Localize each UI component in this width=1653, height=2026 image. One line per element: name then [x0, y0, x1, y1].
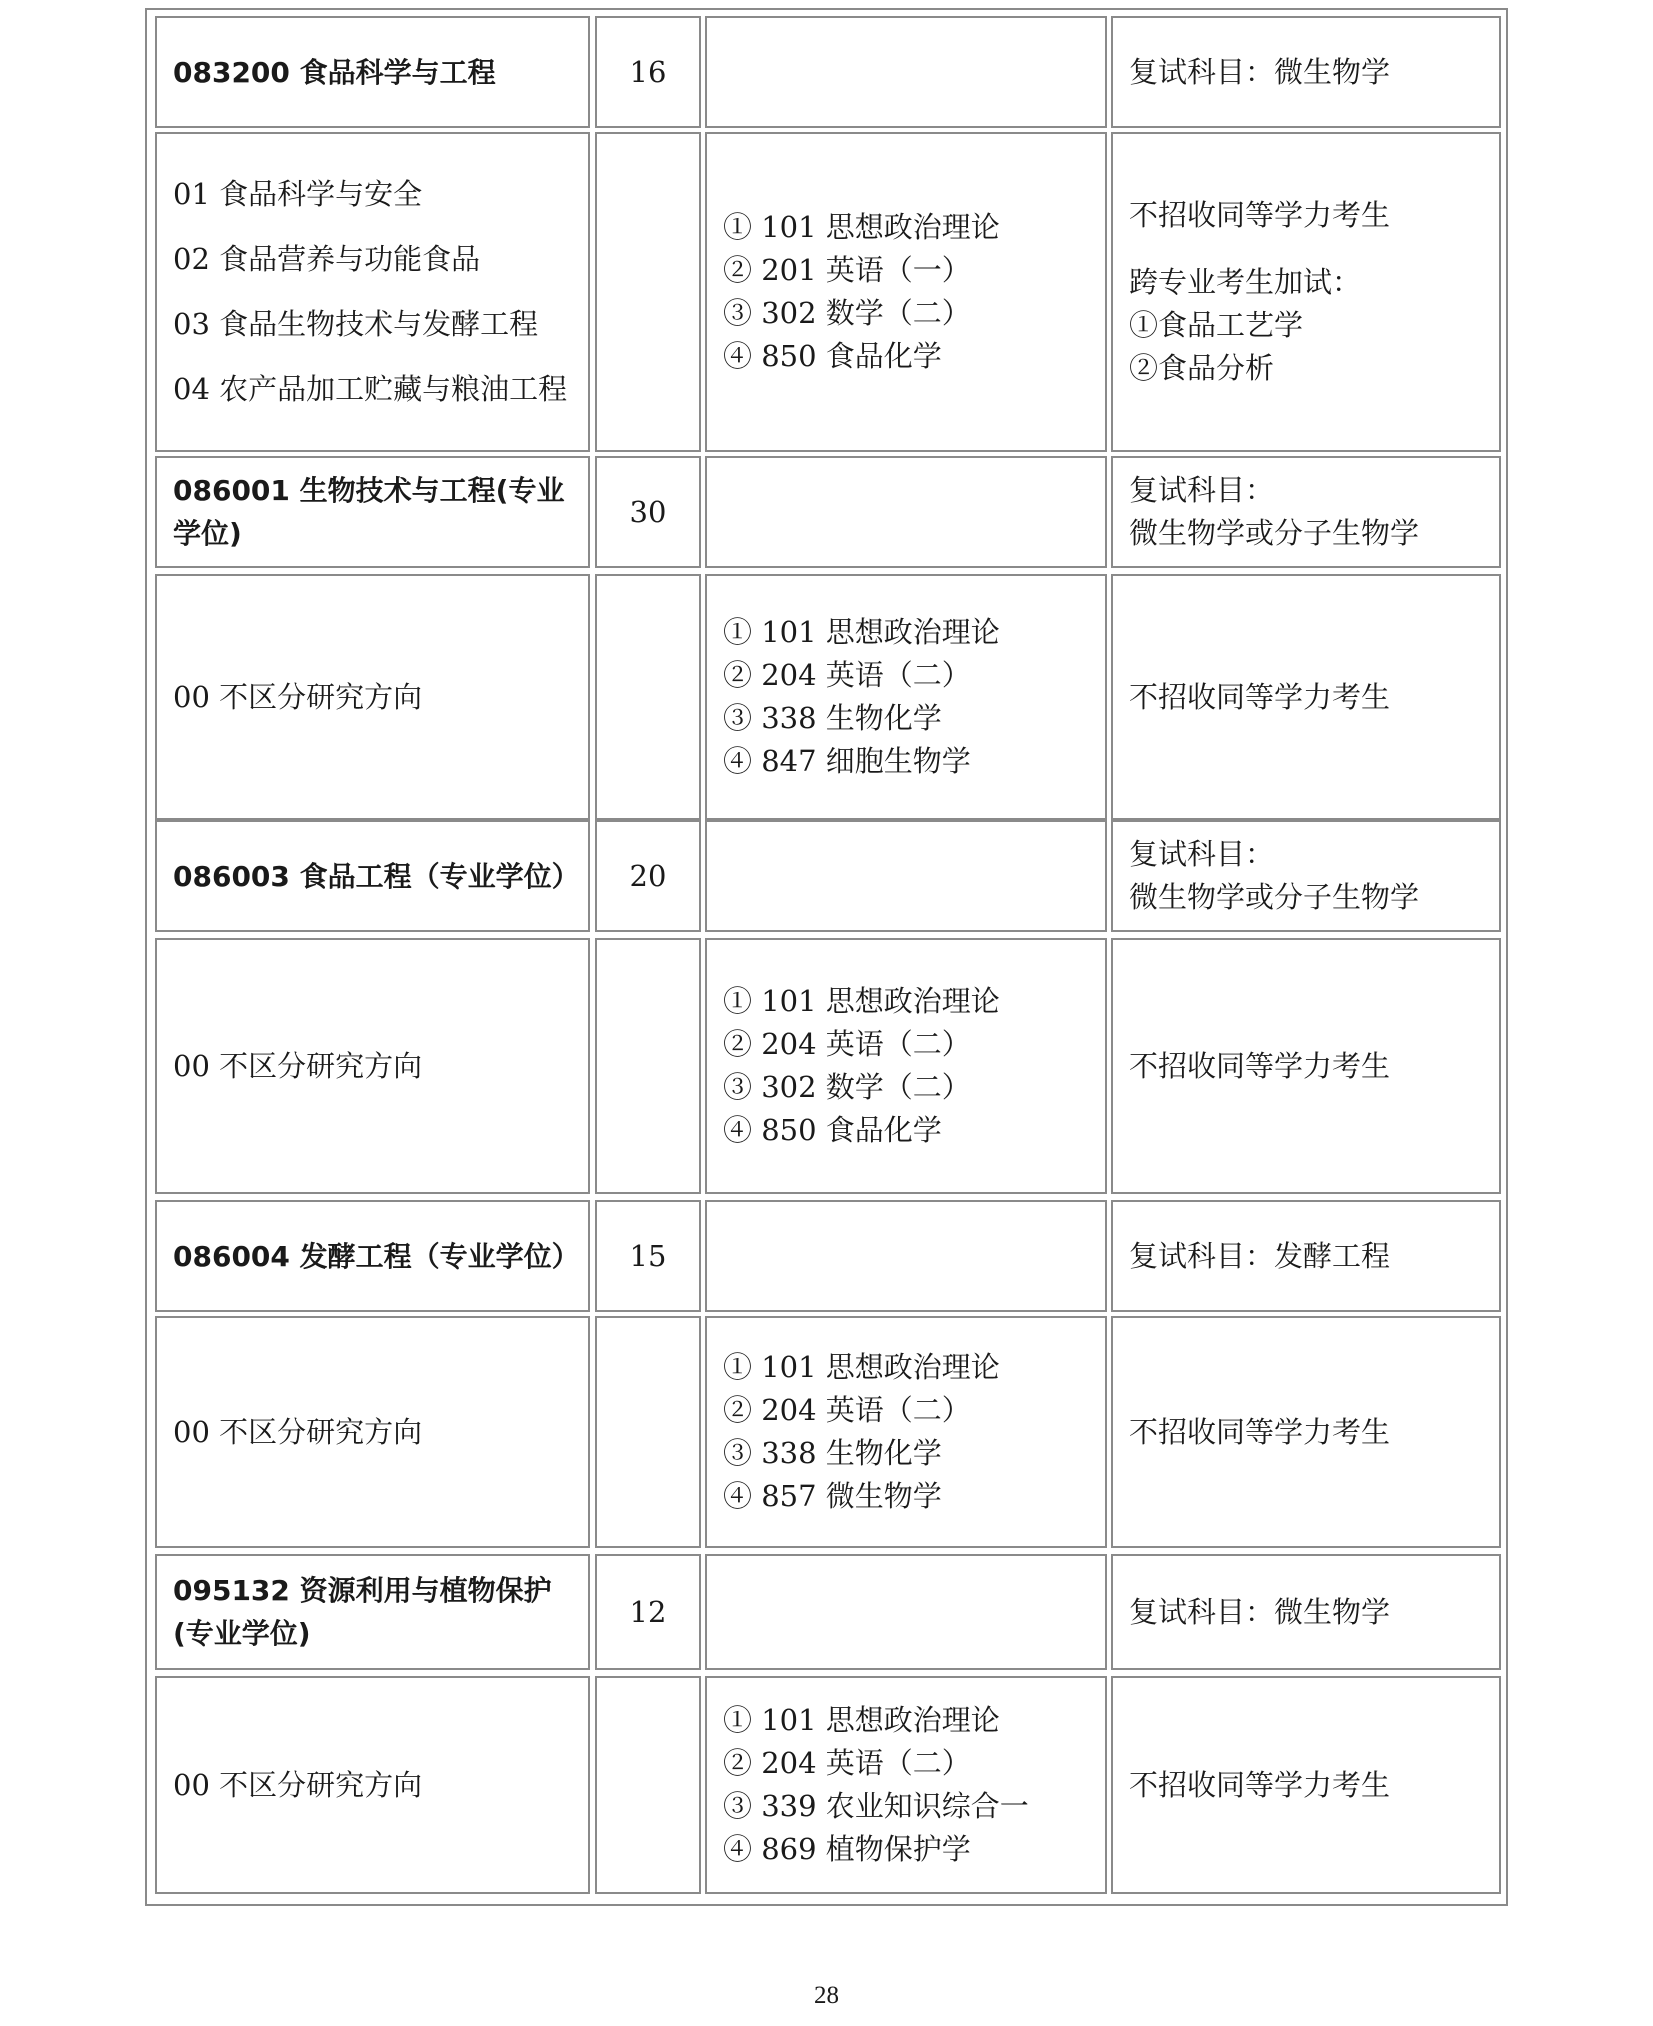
- cell-line: 复试科目：发酵工程: [1129, 1238, 1391, 1273]
- notes-cell: [1111, 456, 1501, 568]
- cell-line: ③ 302 数学（二）: [723, 1070, 971, 1104]
- major-name-cell: [155, 456, 590, 568]
- cell-line: ② 204 英语（二）: [723, 1746, 971, 1780]
- quota-cell: [595, 574, 701, 820]
- major-name: 095132 资源利用与植物保护(专业学位): [173, 1574, 552, 1650]
- cell-line: ④ 857 微生物学: [723, 1479, 942, 1513]
- quota-cell: [595, 1200, 701, 1312]
- exam-subjects-cell: [705, 574, 1107, 820]
- notes-cell: [1111, 1200, 1501, 1312]
- cell-line: ①食品工艺学: [1129, 308, 1304, 342]
- quota-value: 12: [629, 1594, 667, 1629]
- cell-line: 跨专业考生加试：: [1129, 265, 1362, 299]
- cell-line: 微生物学或分子生物学: [1129, 880, 1420, 914]
- notes-cell: [1111, 574, 1501, 820]
- exam-subjects-cell: [705, 1316, 1107, 1548]
- cell-line: ② 201 英语（一）: [723, 253, 971, 287]
- notes-cell: [1111, 1316, 1501, 1548]
- major-name: 086004 发酵工程（专业学位）: [173, 1239, 580, 1273]
- major-name-cell: [155, 1554, 590, 1670]
- cell-line: 04 农产品加工贮藏与粮油工程: [173, 372, 568, 406]
- cell-line: 不招收同等学力考生: [1129, 1048, 1391, 1083]
- cell-line: ③ 302 数学（二）: [723, 296, 971, 330]
- quota-cell: [595, 820, 701, 932]
- cell-line: ③ 339 农业知识综合一: [723, 1789, 1029, 1823]
- cell-line: ② 204 英语（二）: [723, 1393, 971, 1427]
- quota-value: 15: [629, 1238, 667, 1273]
- cell-line: ③ 338 生物化学: [723, 1436, 942, 1470]
- cell-line: 复试科目：微生物学: [1129, 54, 1391, 89]
- quota-cell: [595, 1554, 701, 1670]
- cell-line: 03 食品生物技术与发酵工程: [173, 307, 539, 341]
- quota-cell: [595, 16, 701, 128]
- cell-line: ④ 869 植物保护学: [723, 1832, 971, 1866]
- exam-subjects-cell: [705, 1200, 1107, 1312]
- exam-subjects-cell: [705, 1676, 1107, 1894]
- cell-line: 00 不区分研究方向: [173, 1414, 423, 1449]
- major-name-cell: [155, 820, 590, 932]
- cell-line: 不招收同等学力考生: [1129, 198, 1391, 232]
- cell-line: ③ 338 生物化学: [723, 701, 942, 735]
- quota-cell: [595, 938, 701, 1194]
- exam-subjects-cell: [705, 938, 1107, 1194]
- quota-cell: [595, 132, 701, 452]
- cell-line: 01 食品科学与安全: [173, 177, 423, 211]
- research-directions-cell: [155, 1316, 590, 1548]
- quota-cell: [595, 1316, 701, 1548]
- major-name: 086003 食品工程（专业学位）: [173, 859, 580, 893]
- research-directions-cell: [155, 132, 590, 452]
- cell-line: ① 101 思想政治理论: [723, 210, 1000, 244]
- major-name: 086001 生物技术与工程(专业学位): [173, 474, 565, 550]
- quota-value: 16: [629, 54, 667, 89]
- research-directions-cell: [155, 574, 590, 820]
- exam-subjects-cell: [705, 1554, 1107, 1670]
- notes-cell: [1111, 820, 1501, 932]
- quota-cell: [595, 456, 701, 568]
- notes-cell: [1111, 16, 1501, 128]
- cell-line: 复试科目：: [1129, 473, 1275, 507]
- cell-line: ② 204 英语（二）: [723, 1027, 971, 1061]
- cell-line: ① 101 思想政治理论: [723, 1350, 1000, 1384]
- cell-line: ④ 847 细胞生物学: [723, 744, 971, 778]
- cell-line: ④ 850 食品化学: [723, 339, 942, 373]
- notes-cell: [1111, 1676, 1501, 1894]
- exam-subjects-cell: [705, 16, 1107, 128]
- notes-cell: [1111, 938, 1501, 1194]
- exam-subjects-cell: [705, 456, 1107, 568]
- cell-line: 不招收同等学力考生: [1129, 1414, 1391, 1449]
- major-name-cell: [155, 16, 590, 128]
- notes-cell: [1111, 1554, 1501, 1670]
- research-directions-cell: [155, 938, 590, 1194]
- cell-line: 微生物学或分子生物学: [1129, 516, 1420, 550]
- cell-line: 不招收同等学力考生: [1129, 1767, 1391, 1802]
- cell-line: ②食品分析: [1129, 351, 1275, 385]
- cell-line: ① 101 思想政治理论: [723, 615, 1000, 649]
- exam-subjects-cell: [705, 820, 1107, 932]
- cell-line: ④ 850 食品化学: [723, 1113, 942, 1147]
- cell-line: 00 不区分研究方向: [173, 1767, 423, 1802]
- cell-line: ① 101 思想政治理论: [723, 984, 1000, 1018]
- quota-value: 30: [629, 494, 667, 529]
- cell-line: 00 不区分研究方向: [173, 1048, 423, 1083]
- research-directions-cell: [155, 1676, 590, 1894]
- admission-table: [145, 8, 1508, 1906]
- cell-line: 02 食品营养与功能食品: [173, 242, 481, 276]
- quota-cell: [595, 1676, 701, 1894]
- quota-value: 20: [629, 858, 667, 893]
- cell-line: 复试科目：微生物学: [1129, 1594, 1391, 1629]
- cell-line: 00 不区分研究方向: [173, 679, 423, 714]
- major-name: 083200 食品科学与工程: [173, 55, 496, 89]
- cell-line: ① 101 思想政治理论: [723, 1703, 1000, 1737]
- cell-line: ② 204 英语（二）: [723, 658, 971, 692]
- cell-line: 复试科目：: [1129, 837, 1275, 871]
- exam-subjects-cell: [705, 132, 1107, 452]
- page-number: 28: [814, 1982, 839, 2009]
- cell-line: 不招收同等学力考生: [1129, 679, 1391, 714]
- major-name-cell: [155, 1200, 590, 1312]
- notes-cell: [1111, 132, 1501, 452]
